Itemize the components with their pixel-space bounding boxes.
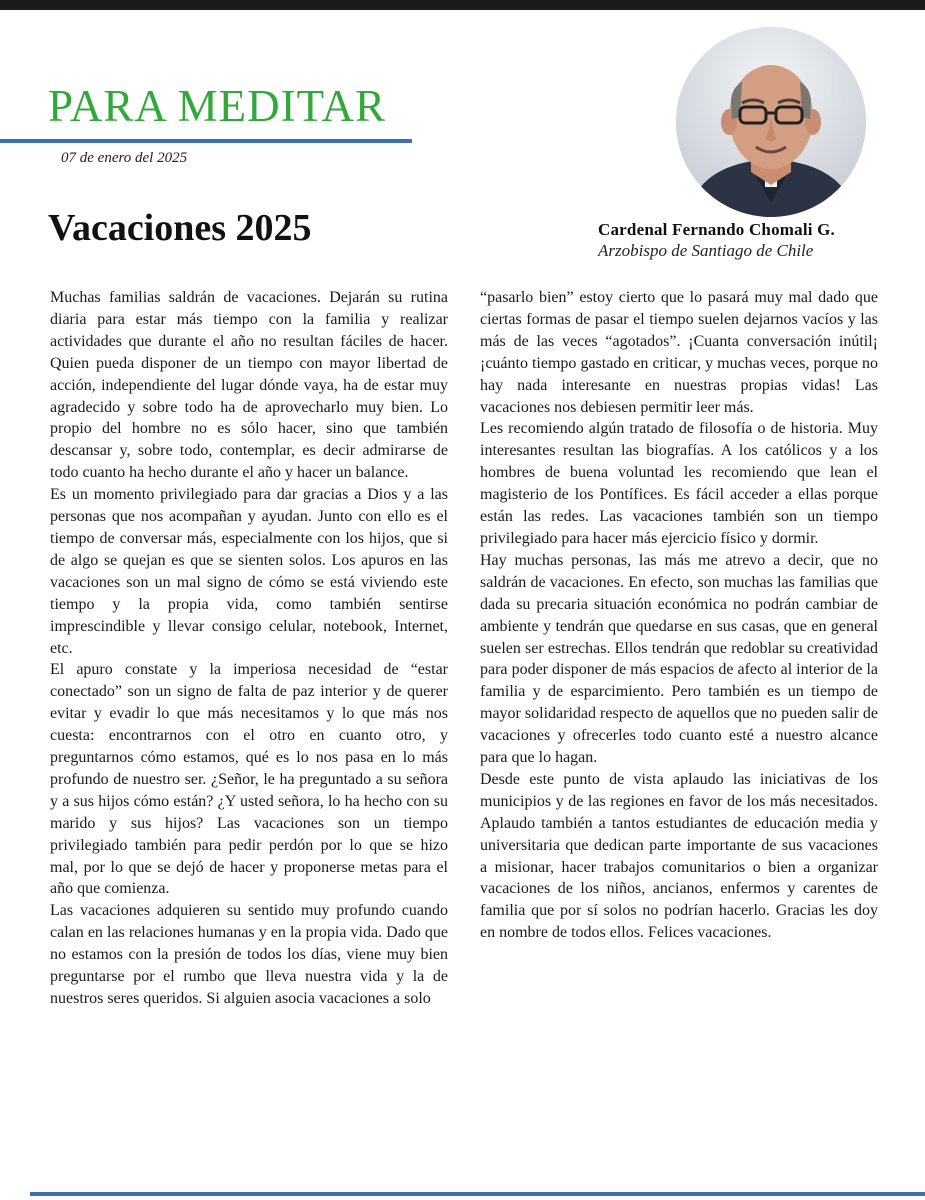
article-paragraph: Hay muchas personas, las más me atrevo a decir, que no saldrán de vacaciones. En efecto, son muchas las familias que dada su precaria situación económica no podrán cambiar de ambiente y tendrán que quedarse en sus casas, que en general suelen ser estrechas. Ellos tendrán que redoblar su creatividad para poder disponer de más espacios de afecto al interior de la familia y de esparcimiento. Pero también es un tiempo de mayor solidaridad respecto de aquellos que no pueden salir de vacaciones y ofrecerles todo cuanto esté a nuestro alcance para que lo hagan. — [480, 551, 878, 767]
article-paragraph: Les recomiendo algún tratado de filosofía o de historia. Muy interesantes resultan las biografías. A los católicos y a los hombres de buena voluntad les recomiendo que lean el magisterio de los Pontífices. Es fácil acceder a ellas porque están las redes. Las vacaciones también son un tiempo privilegiado para hacer más ejercicio físico y dormir. — [480, 420, 878, 547]
section-title: PARA MEDITAR — [48, 81, 387, 131]
top-bar — [0, 0, 925, 10]
title-rule — [0, 139, 412, 143]
article-paragraph: “pasarlo bien” estoy cierto que lo pasará muy mal dado que ciertas formas de pasar el tiempo suelen dejarnos vacíos y las más de las veces “agotados”. ¡Cuanta conversación inútil¡ ¡cuánto tiempo gastado en criticar, y muchas veces, porque no hay nada interesante en nuestras propias vidas! Las vacaciones nos debiesen permitir leer más. — [480, 289, 878, 416]
article-column-left — [50, 287, 448, 1010]
author-portrait — [676, 27, 866, 217]
author-name: Cardenal Fernando Chomali G. — [598, 220, 836, 239]
author-role: Arzobispo de Santiago de Chile — [598, 241, 814, 260]
article-paragraph: Muchas familias saldrán de vacaciones. Dejarán su rutina diaria para estar más tiempo con la familia y realizar actividades que durante el año no resultan fáciles de hacer. Quien pueda disponer de un tiempo con mayor libertad de acción, independiente del lugar dónde vaya, ha de estar muy agradecido y sobre todo ha de aprovecharlo muy bien. Lo propio del hombre no es sólo hacer, sino que también descansar y, sobre todo, contemplar, es decir admirarse de todo cuanto ha hecho durante el año y hacer un balance. — [50, 289, 448, 482]
article-paragraph: Es un momento privilegiado para dar gracias a Dios y a las personas que nos acompañan y ayudan. Junto con ello es el tiempo de conversar más, especialmente con los hijos, que si de algo se quejan es que se sienten solos. Los apuros en las vacaciones son un mal signo de cómo se está viviendo este tiempo y la propia vida, como también sentirse imprescindible y llevar consigo celular, notebook, Internet, etc. — [50, 486, 448, 657]
article-paragraph: Las vacaciones adquieren su sentido muy profundo cuando calan en las relaciones humanas y en la propia vida. Dado que no estamos con la presión de todos los días, viene muy bien preguntarse por el rumbo que lleva nuestra vida y la de nuestros seres queridos. Si alguien asocia vacaciones a solo — [50, 902, 448, 1007]
article-paragraph: El apuro constate y la imperiosa necesidad de “estar conectado” son un signo de falta de paz interior y de querer evitar y evadir lo que más necesitamos y lo que más nos cuesta: encontrarnos con el otro en cuanto otro, y preguntarnos cómo estamos, qué es lo nos pasa en lo más profundo de nuestro ser. ¿Señor, le ha preguntado a su señora y a sus hijos cómo están? ¿Y usted señora, lo ha hecho con su marido y sus hijos? Las vacaciones son un tiempo privilegiado también para pedir perdón por lo que se hizo mal, por lo que se dejó de hacer y proponerse metas para el año que comienza. — [50, 661, 448, 898]
article-paragraph: Desde este punto de vista aplaudo las iniciativas de los municipios y de las regiones en favor de los más necesitados. Aplaudo también a tantos estudiantes de educación media y universitaria que dedican parte importante de sus vacaciones a misionar, hacer trabajos comunitarios o bien a organizar vacaciones de los niños, ancianos, enfermos y carentes de familia que por sí solos no podrían hacerlo. Gracias les doy en nombre de todos ellos. Felices vacaciones. — [480, 770, 878, 942]
article-column-right — [480, 287, 878, 944]
bottom-rule — [30, 1192, 925, 1196]
article-headline: Vacaciones 2025 — [48, 207, 312, 249]
publication-date: 07 de enero del 2025 — [61, 150, 188, 166]
